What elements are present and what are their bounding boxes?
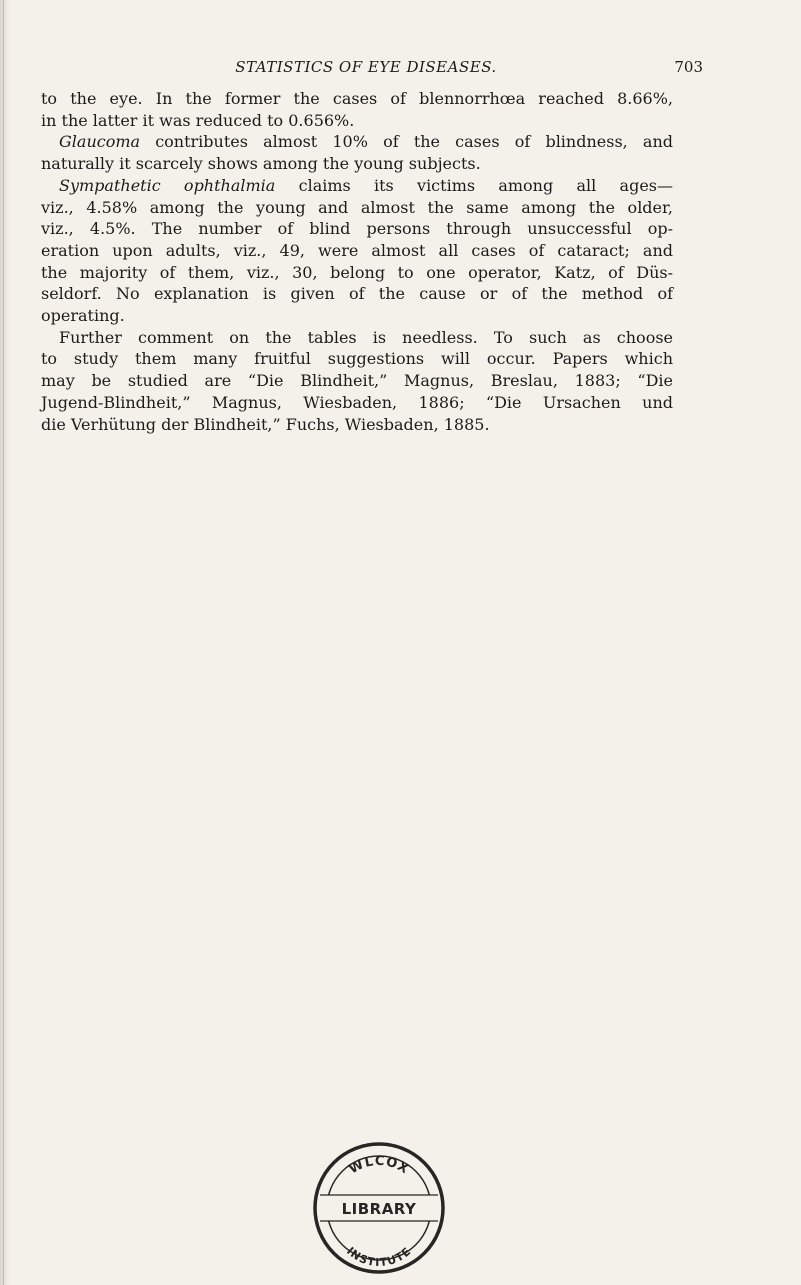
running-title: STATISTICS OF EYE DISEASES. [235,58,497,76]
text-line: the majority of them, viz., 30, belong to one operator, Katz, of Düs- [41,262,673,282]
text-line: viz., 4.58% among the young and almost the same among the older, [41,197,673,217]
stamp-center-text: LIBRARY [341,1200,417,1218]
page-edge-line [3,0,4,1285]
stamp-bottom-text: INSTITUTE [344,1244,414,1270]
term-glaucoma: Glaucoma [59,132,141,152]
stamp-top-text: WLCOX [346,1153,412,1178]
text-line: eration upon adults, viz., 49, were almost all cases of cataract; and [41,240,673,260]
text-line: viz., 4.5%. The number of blind persons through unsuccessful op- [41,219,673,239]
page-number: 703 [674,58,703,76]
text-line: die Verhütung der Blindheit,” Fuchs, Wiesbaden, 1885. [41,414,490,434]
body-text [41,88,673,435]
text-line: may be studied are “Die Blindheit,” Magnus, Breslau, 1883; “Die [41,371,673,391]
text-line: to the eye. In the former the cases of blennorrhœa reached 8.66%, [41,89,673,108]
text-line: to study them many fruitful suggestions will occur. Papers which [41,349,673,369]
text-line: Jugend-Blindheit,” Magnus, Wiesbaden, 1886; “Die Ursachen und [41,392,673,412]
text-line: naturally it scarcely shows among the young subjects. [41,154,481,174]
term-sympathetic-ophthalmia: Sympathetic ophthalmia [59,175,276,195]
text-line: in the latter it was reduced to 0.656%. [41,110,355,130]
running-head [41,58,703,84]
text-line: operating. [41,306,125,326]
page-edge [0,0,10,1285]
library-stamp [306,1135,452,1281]
text-line: Further comment on the tables is needless. To such as choose [59,327,673,347]
text-line: seldorf. No explanation is given of the cause or of the method of [41,284,673,304]
text-line: Sympathetic ophthalmia claims its victims among all ages— [59,175,674,195]
text-line: Glaucoma contributes almost 10% of the cases of blindness, and [59,132,673,152]
